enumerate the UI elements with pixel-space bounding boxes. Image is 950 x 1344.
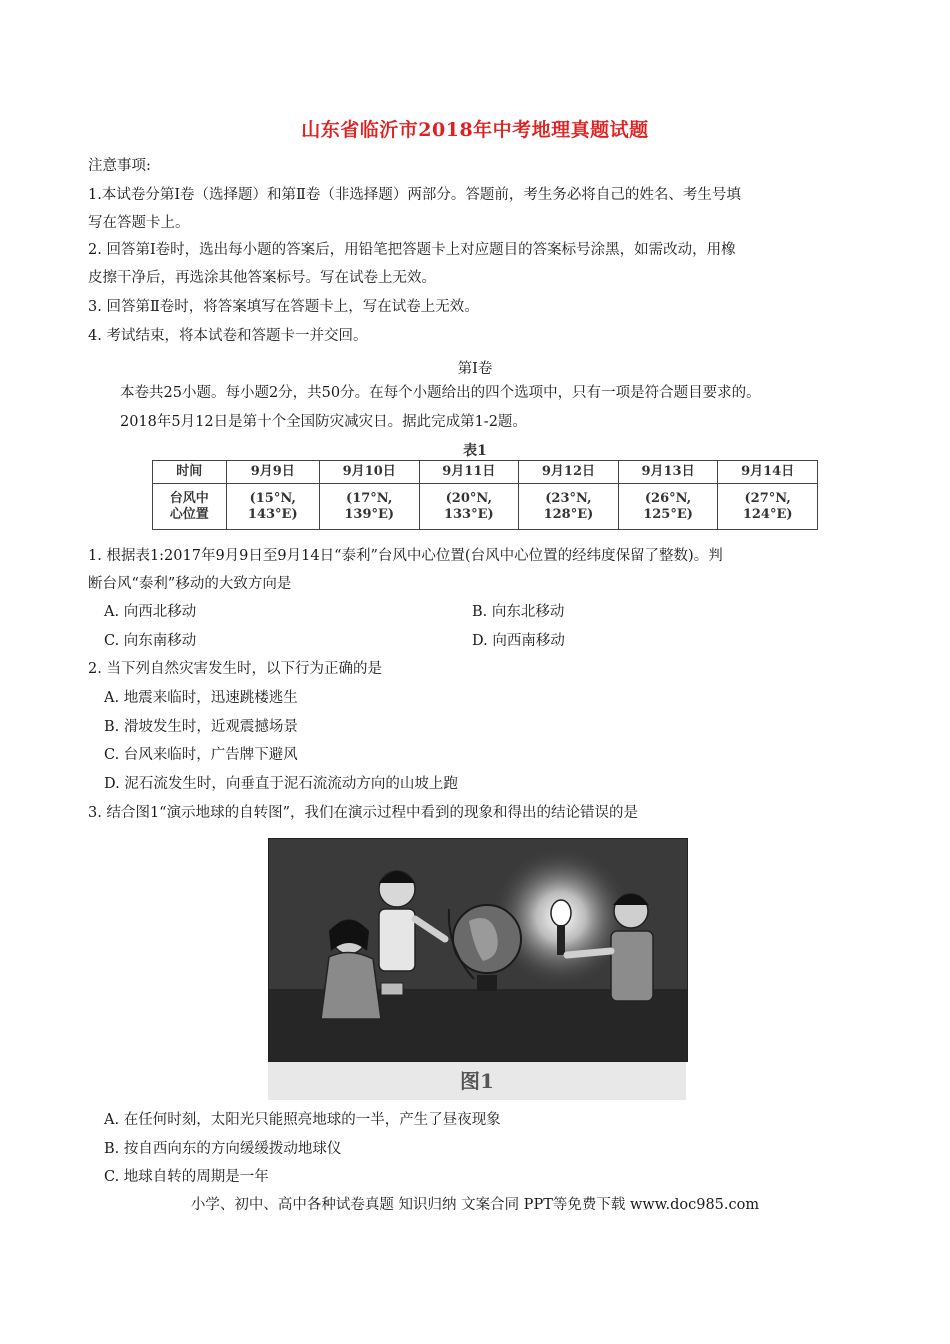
typhoon-position-table (152, 460, 818, 530)
notice-line: 2. 回答第Ⅰ卷时，选出每小题的答案后，用铅笔把答题卡上对应题目的答案标号涂黑，如需改动，用橡 (88, 242, 736, 258)
q3-stem: 3. 结合图1“演示地球的自转图”，我们在演示过程中看到的现象和得出的结论错误的是 (88, 805, 638, 821)
figure-caption: 图1 (268, 1062, 686, 1100)
q1-option-a: A. 向西北移动 (104, 604, 197, 620)
figure-illustration (269, 839, 687, 1061)
table-position-cell (718, 484, 818, 530)
q3-option-c: C. 地球自转的周期是一年 (104, 1169, 269, 1185)
notice-line: 4. 考试结束，将本试卷和答题卡一并交回。 (88, 328, 368, 344)
row-label-line1: 台风中 (169, 490, 209, 506)
table-row-label (153, 484, 227, 530)
lat-value: (26°N, (644, 490, 692, 506)
q2-option-d: D. 泥石流发生时，向垂直于泥石流流动方向的山坡上跑 (104, 776, 458, 792)
notice-line: 1.本试卷分第Ⅰ卷（选择题）和第Ⅱ卷（非选择题）两部分。答题前，考生务必将自己的姓名、考生号填 (88, 187, 741, 203)
page-footer: 小学、初中、高中各种试卷真题 知识归纳 文案合同 PPT等免费下载 www.doc985.com (190, 1197, 760, 1213)
q2-option-b: B. 滑坡发生时，近观震撼场景 (104, 719, 298, 735)
lon-value: 125°E) (643, 506, 693, 522)
section-intro: 本卷共25小题。每小题2分，共50分。在每个小题给出的四个选项中，只有一项是符合题目要求的。 (120, 385, 761, 401)
q3-option-b: B. 按自西向东的方向缓缓拨动地球仪 (104, 1141, 342, 1157)
notebook (381, 983, 403, 995)
table-date-cell: 9月12日 (519, 461, 619, 484)
lon-value: 133°E) (443, 506, 494, 522)
q1-option-d: D. 向西南移动 (472, 633, 565, 649)
row-label-line2: 心位置 (169, 506, 209, 522)
table-position-cell (519, 484, 619, 530)
notice-header: 注意事项: (88, 158, 151, 174)
table-date-cell: 9月9日 (226, 461, 319, 484)
girl-dress (321, 952, 381, 1019)
table-date-cell: 9月11日 (419, 461, 519, 484)
earth-rotation-figure (268, 838, 688, 1062)
q2-stem: 2. 当下列自然灾害发生时，以下行为正确的是 (88, 661, 382, 677)
q2-option-c: C. 台风来临时，广告牌下避风 (104, 747, 298, 763)
lamp-stand (557, 925, 565, 955)
q1-stem-line1: 1. 根据表1:2017年9月9日至9月14日“泰利”台风中心位置(台风中心位置的经纬度保留了整数)。判 (88, 548, 723, 564)
notice-line: 皮擦干净后，再选涂其他答案标号。写在试卷上无效。 (88, 270, 436, 286)
lat-value: (23°N, (545, 490, 592, 506)
table-date-cell: 9月10日 (319, 461, 419, 484)
question-context: 2018年5月12日是第十个全国防灾减灾日。据此完成第1-2题。 (120, 414, 527, 430)
notice-line: 3. 回答第Ⅱ卷时，将答案填写在答题卡上，写在试卷上无效。 (88, 299, 479, 315)
table-header-time: 时间 (153, 461, 227, 484)
table-date-cell: 9月13日 (618, 461, 718, 484)
table-position-cell (419, 484, 519, 530)
q1-stem-line2: 断台风“泰利”移动的大致方向是 (88, 576, 292, 592)
light-bulb (551, 900, 571, 926)
q2-option-a: A. 地震来临时，迅速跳楼逃生 (104, 690, 298, 706)
q1-option-b: B. 向东北移动 (472, 604, 565, 620)
section-title: 第Ⅰ卷 (457, 361, 493, 377)
table-position-cell (319, 484, 419, 530)
right-boy-arm (567, 951, 611, 955)
table-position-cell (618, 484, 718, 530)
q3-option-a: A. 在任何时刻，太阳光只能照亮地球的一半，产生了昼夜现象 (104, 1112, 501, 1128)
lon-value: 128°E) (543, 506, 594, 522)
q1-option-c: C. 向东南移动 (104, 633, 197, 649)
lat-value: (17°N, (346, 490, 393, 506)
globe-stand (477, 975, 497, 991)
table-date-cell: 9月14日 (718, 461, 818, 484)
table-position-cell (226, 484, 319, 530)
lat-value: (20°N, (445, 490, 492, 506)
table-caption: 表1 (463, 443, 487, 459)
lat-value: (15°N, (249, 490, 296, 506)
right-boy-shirt (611, 931, 653, 1001)
lon-value: 143°E) (247, 506, 298, 522)
boy-shirt (379, 909, 415, 971)
lat-value: (27°N, (744, 490, 791, 506)
page-title: 山东省临沂市2018年中考地理真题试题 (301, 119, 649, 141)
lon-value: 139°E) (344, 506, 395, 522)
lon-value: 124°E) (742, 506, 793, 522)
notice-line: 写在答题卡上。 (88, 215, 190, 231)
